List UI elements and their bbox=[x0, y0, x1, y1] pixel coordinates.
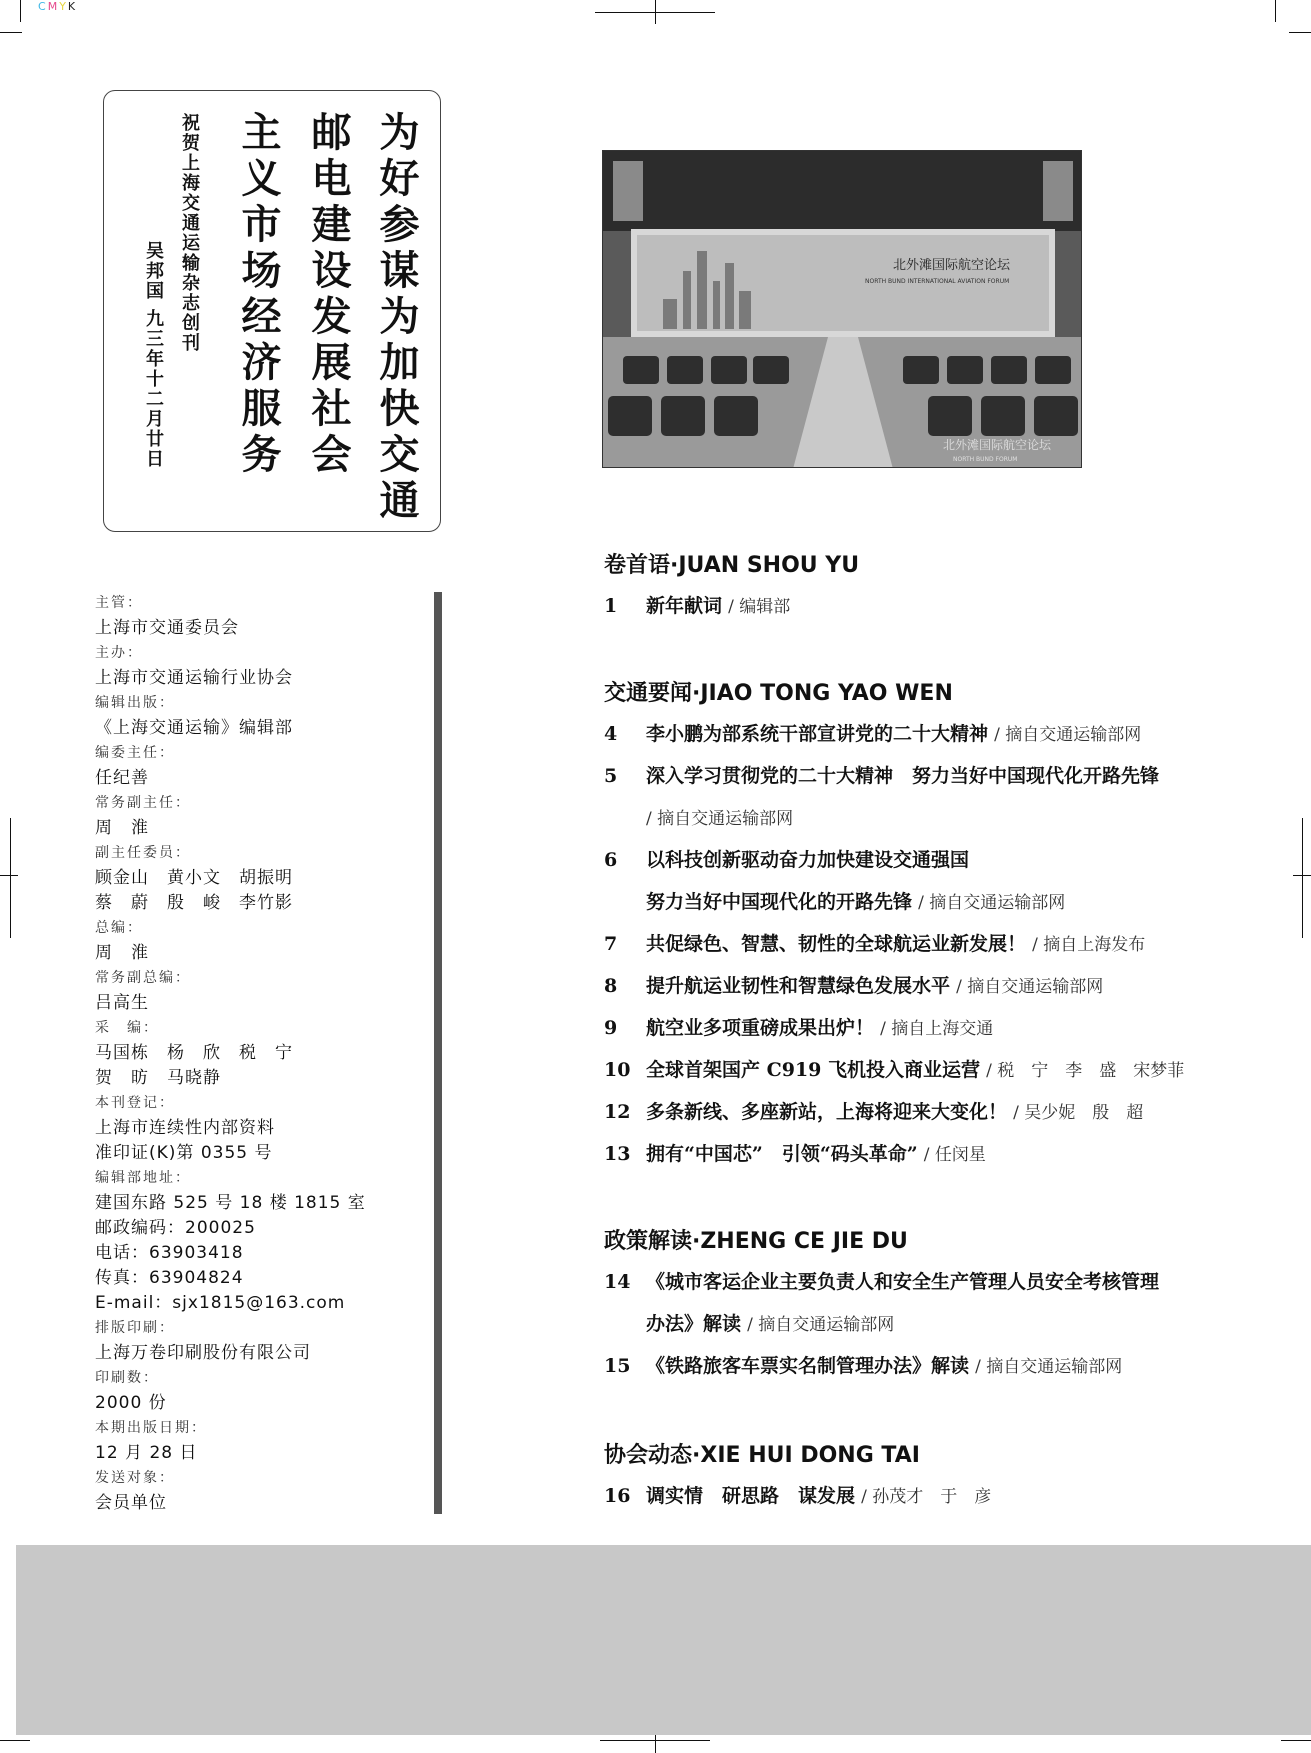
masthead-value-row bbox=[95, 1341, 425, 1366]
masthead-value: 准印证(K)第 0355 号 bbox=[95, 1143, 273, 1163]
masthead-label: 副主任委员： bbox=[95, 845, 191, 861]
forum-photo bbox=[602, 150, 1082, 468]
masthead-value: 12 月 28 日 bbox=[95, 1443, 198, 1463]
toc-article-title-cont: 办法》解读 bbox=[646, 1313, 742, 1335]
toc-entry-continuation[interactable] bbox=[646, 888, 1065, 917]
masthead-value: 周 淮 bbox=[95, 818, 149, 838]
calligraphy-inscription bbox=[103, 90, 441, 532]
toc-page-number: 9 bbox=[604, 1017, 618, 1039]
masthead-value-row bbox=[95, 666, 425, 691]
masthead-value: 周 淮 bbox=[95, 943, 149, 963]
toc-entry[interactable] bbox=[604, 930, 1145, 959]
toc-article-source: / 摘自上海交通 bbox=[880, 1019, 994, 1039]
masthead-label: 编委主任： bbox=[95, 745, 175, 761]
toc-page-number: 7 bbox=[604, 933, 618, 955]
footer-band bbox=[16, 1545, 1311, 1735]
toc-entry[interactable] bbox=[604, 1014, 993, 1043]
masthead-value-row bbox=[95, 1441, 425, 1466]
masthead-label: 常务副主任： bbox=[95, 795, 191, 811]
masthead-value: 黄小文 bbox=[167, 868, 221, 888]
toc-article-source: / 摘自交通运输部网 bbox=[646, 809, 794, 829]
toc-article-source: / 编辑部 bbox=[728, 597, 791, 617]
masthead-value: 《上海交通运输》编辑部 bbox=[95, 718, 293, 738]
masthead-value: 李竹影 bbox=[239, 893, 293, 913]
masthead-label: 编辑部地址： bbox=[95, 1170, 191, 1186]
toc-article-title: 《城市客运企业主要负责人和安全生产管理人员安全考核管理 bbox=[646, 1271, 1160, 1293]
masthead-value: 税 宁 bbox=[239, 1043, 293, 1063]
toc-section-heading: 交通要闻·JIAO TONG YAO WEN bbox=[604, 681, 953, 706]
masthead-value: 任纪善 bbox=[95, 768, 149, 788]
toc-entry-continuation[interactable] bbox=[646, 804, 793, 833]
toc-entry[interactable] bbox=[604, 846, 969, 875]
masthead-label: 总编： bbox=[95, 920, 143, 936]
masthead-value-row bbox=[95, 766, 425, 791]
masthead-value-row bbox=[95, 1066, 425, 1091]
masthead-label: 本期出版日期： bbox=[95, 1420, 207, 1436]
masthead-label: 主管： bbox=[95, 595, 143, 611]
masthead-label: 编辑出版： bbox=[95, 695, 175, 711]
photo-watermark-sub-text: NORTH BUND FORUM bbox=[953, 456, 1018, 463]
masthead-value-row bbox=[95, 1491, 425, 1516]
toc-article-title: 共促绿色、智慧、韧性的全球航运业新发展！ bbox=[646, 933, 1027, 955]
masthead-value: 上海市交通运输行业协会 bbox=[95, 668, 293, 688]
masthead-value: 2000 份 bbox=[95, 1393, 167, 1413]
masthead-value: 会员单位 bbox=[95, 1493, 167, 1513]
masthead-value-row bbox=[95, 891, 425, 916]
toc-page-number: 10 bbox=[604, 1059, 631, 1081]
masthead-value: 顾金山 bbox=[95, 868, 149, 888]
toc-entry[interactable] bbox=[604, 720, 1141, 749]
toc-article-source: / 摘自交通运输部网 bbox=[956, 977, 1104, 997]
masthead-value: 贺 昉 bbox=[95, 1068, 149, 1088]
toc-article-source: / 吴少妮 殷 超 bbox=[1013, 1103, 1144, 1123]
toc-page-number: 4 bbox=[604, 723, 618, 745]
toc-entry[interactable] bbox=[604, 1268, 1159, 1297]
masthead-value-row bbox=[95, 991, 425, 1016]
cmyk-registration-text: CMYK bbox=[38, 0, 78, 13]
toc-article-title: 李小鹏为部系统干部宣讲党的二十大精神 bbox=[646, 723, 989, 745]
toc-section-heading: 政策解读·ZHENG CE JIE DU bbox=[604, 1229, 908, 1254]
toc-page-number: 12 bbox=[604, 1101, 631, 1123]
masthead-value-row bbox=[95, 1266, 425, 1291]
toc-article-source: / 摘自交通运输部网 bbox=[975, 1357, 1123, 1377]
toc-article-title: 《铁路旅客车票实名制管理办法》解读 bbox=[646, 1355, 970, 1377]
masthead-value-row bbox=[95, 1041, 425, 1066]
masthead-value: 传真：63904824 bbox=[95, 1268, 244, 1288]
masthead-label: 采 编： bbox=[95, 1020, 159, 1036]
toc-article-title: 新年献词 bbox=[646, 595, 723, 617]
masthead-value-row bbox=[95, 616, 425, 641]
toc-section-heading: 协会动态·XIE HUI DONG TAI bbox=[604, 1443, 920, 1468]
masthead-value-row bbox=[95, 1241, 425, 1266]
toc-article-title: 提升航运业韧性和智慧绿色发展水平 bbox=[646, 975, 951, 997]
banner-subtitle-text: NORTH BUND INTERNATIONAL AVIATION FORUM bbox=[865, 278, 1010, 285]
toc-entry[interactable] bbox=[604, 1352, 1122, 1381]
calligraphy-dedication: 祝贺上海交通运输杂志创刊 bbox=[179, 113, 200, 353]
masthead-label: 主办： bbox=[95, 645, 143, 661]
toc-article-title: 航空业多项重磅成果出炉！ bbox=[646, 1017, 875, 1039]
toc-article-title: 多条新线、多座新站，上海将迎来大变化！ bbox=[646, 1101, 1008, 1123]
masthead bbox=[95, 591, 425, 1516]
masthead-label: 排版印刷： bbox=[95, 1320, 175, 1336]
toc-article-title: 调实情 研思路 谋发展 bbox=[646, 1485, 856, 1507]
toc-article-title-cont: 努力当好中国现代化的开路先锋 bbox=[646, 891, 913, 913]
toc-entry[interactable] bbox=[604, 1482, 991, 1511]
toc-entry[interactable] bbox=[604, 972, 1103, 1001]
toc-article-source: / 任闵星 bbox=[923, 1145, 986, 1165]
toc-page-number: 5 bbox=[604, 765, 618, 787]
toc-entry[interactable] bbox=[604, 1056, 1184, 1085]
toc-page-number: 16 bbox=[604, 1485, 631, 1507]
photo-watermark-text: 北外滩国际航空论坛 bbox=[943, 438, 1052, 452]
masthead-value: 上海万卷印刷股份有限公司 bbox=[95, 1343, 311, 1363]
calligraphy-column-1: 为好参谋为加快交通 bbox=[373, 111, 420, 525]
masthead-value: 电话：63903418 bbox=[95, 1243, 244, 1263]
toc-article-source: / 孙茂才 于 彦 bbox=[861, 1487, 992, 1507]
toc-article-title: 深入学习贯彻党的二十大精神 努力当好中国现代化开路先锋 bbox=[646, 765, 1160, 787]
toc-article-source: / 摘自上海发布 bbox=[1032, 935, 1146, 955]
toc-page-number: 13 bbox=[604, 1143, 631, 1165]
vertical-divider bbox=[434, 592, 442, 1514]
toc-page-number: 15 bbox=[604, 1355, 631, 1377]
calligraphy-column-3: 主义市场经济服务 bbox=[235, 111, 282, 479]
toc-article-source: / 税 宁 李 盛 宋梦菲 bbox=[986, 1061, 1185, 1081]
toc-entry[interactable] bbox=[604, 592, 790, 621]
masthead-value-row bbox=[95, 866, 425, 891]
toc-article-title: 拥有“中国芯” 引领“码头革命” bbox=[646, 1143, 918, 1165]
masthead-label: 发送对象： bbox=[95, 1470, 175, 1486]
toc-page-number: 6 bbox=[604, 849, 618, 871]
masthead-value: 马晓静 bbox=[167, 1068, 221, 1088]
toc-page-number: 14 bbox=[604, 1271, 631, 1293]
masthead-label: 印刷数： bbox=[95, 1370, 159, 1386]
banner-title-text: 北外滩国际航空论坛 bbox=[893, 258, 1011, 273]
masthead-value-row bbox=[95, 1216, 425, 1241]
masthead-value-row bbox=[95, 941, 425, 966]
masthead-value-row bbox=[95, 816, 425, 841]
masthead-value: 上海市交通委员会 bbox=[95, 618, 239, 638]
masthead-value: E-mail：sjx1815@163.com bbox=[95, 1293, 346, 1313]
masthead-value: 邮政编码：200025 bbox=[95, 1218, 256, 1238]
masthead-value: 杨 欣 bbox=[167, 1043, 221, 1063]
masthead-value: 胡振明 bbox=[239, 868, 293, 888]
toc-article-title: 以科技创新驱动奋力加快建设交通强国 bbox=[646, 849, 970, 871]
masthead-value-row bbox=[95, 1191, 425, 1216]
toc-article-source: / 摘自交通运输部网 bbox=[994, 725, 1142, 745]
masthead-value: 上海市连续性内部资料 bbox=[95, 1118, 275, 1138]
toc-section-heading: 卷首语·JUAN SHOU YU bbox=[604, 553, 860, 578]
masthead-value: 吕高生 bbox=[95, 993, 149, 1013]
masthead-value-row bbox=[95, 1141, 425, 1166]
masthead-label: 常务副总编： bbox=[95, 970, 191, 986]
toc-article-title: 全球首架国产 C919 飞机投入商业运营 bbox=[646, 1059, 981, 1081]
masthead-value: 蔡 蔚 bbox=[95, 893, 149, 913]
masthead-value: 殷 峻 bbox=[167, 893, 221, 913]
masthead-value-row bbox=[95, 1391, 425, 1416]
masthead-value: 马国栋 bbox=[95, 1043, 149, 1063]
toc-article-source: / 摘自交通运输部网 bbox=[918, 893, 1066, 913]
toc-entry[interactable] bbox=[604, 1098, 1143, 1127]
toc-page-number: 8 bbox=[604, 975, 618, 997]
toc-article-source: / 摘自交通运输部网 bbox=[747, 1315, 895, 1335]
calligraphy-column-2: 邮电建设发展社会 bbox=[305, 111, 352, 479]
toc-entry[interactable] bbox=[604, 1140, 986, 1169]
masthead-value-row bbox=[95, 1291, 425, 1316]
masthead-label: 本刊登记： bbox=[95, 1095, 175, 1111]
toc-entry-continuation[interactable] bbox=[646, 1310, 894, 1339]
masthead-value-row bbox=[95, 716, 425, 741]
toc-entry[interactable] bbox=[604, 762, 1159, 791]
calligraphy-signature: 吴邦国 九三年十二月廿日 bbox=[143, 241, 164, 470]
masthead-value: 建国东路 525 号 18 楼 1815 室 bbox=[95, 1193, 366, 1213]
masthead-value-row bbox=[95, 1116, 425, 1141]
toc-page-number: 1 bbox=[604, 595, 618, 617]
